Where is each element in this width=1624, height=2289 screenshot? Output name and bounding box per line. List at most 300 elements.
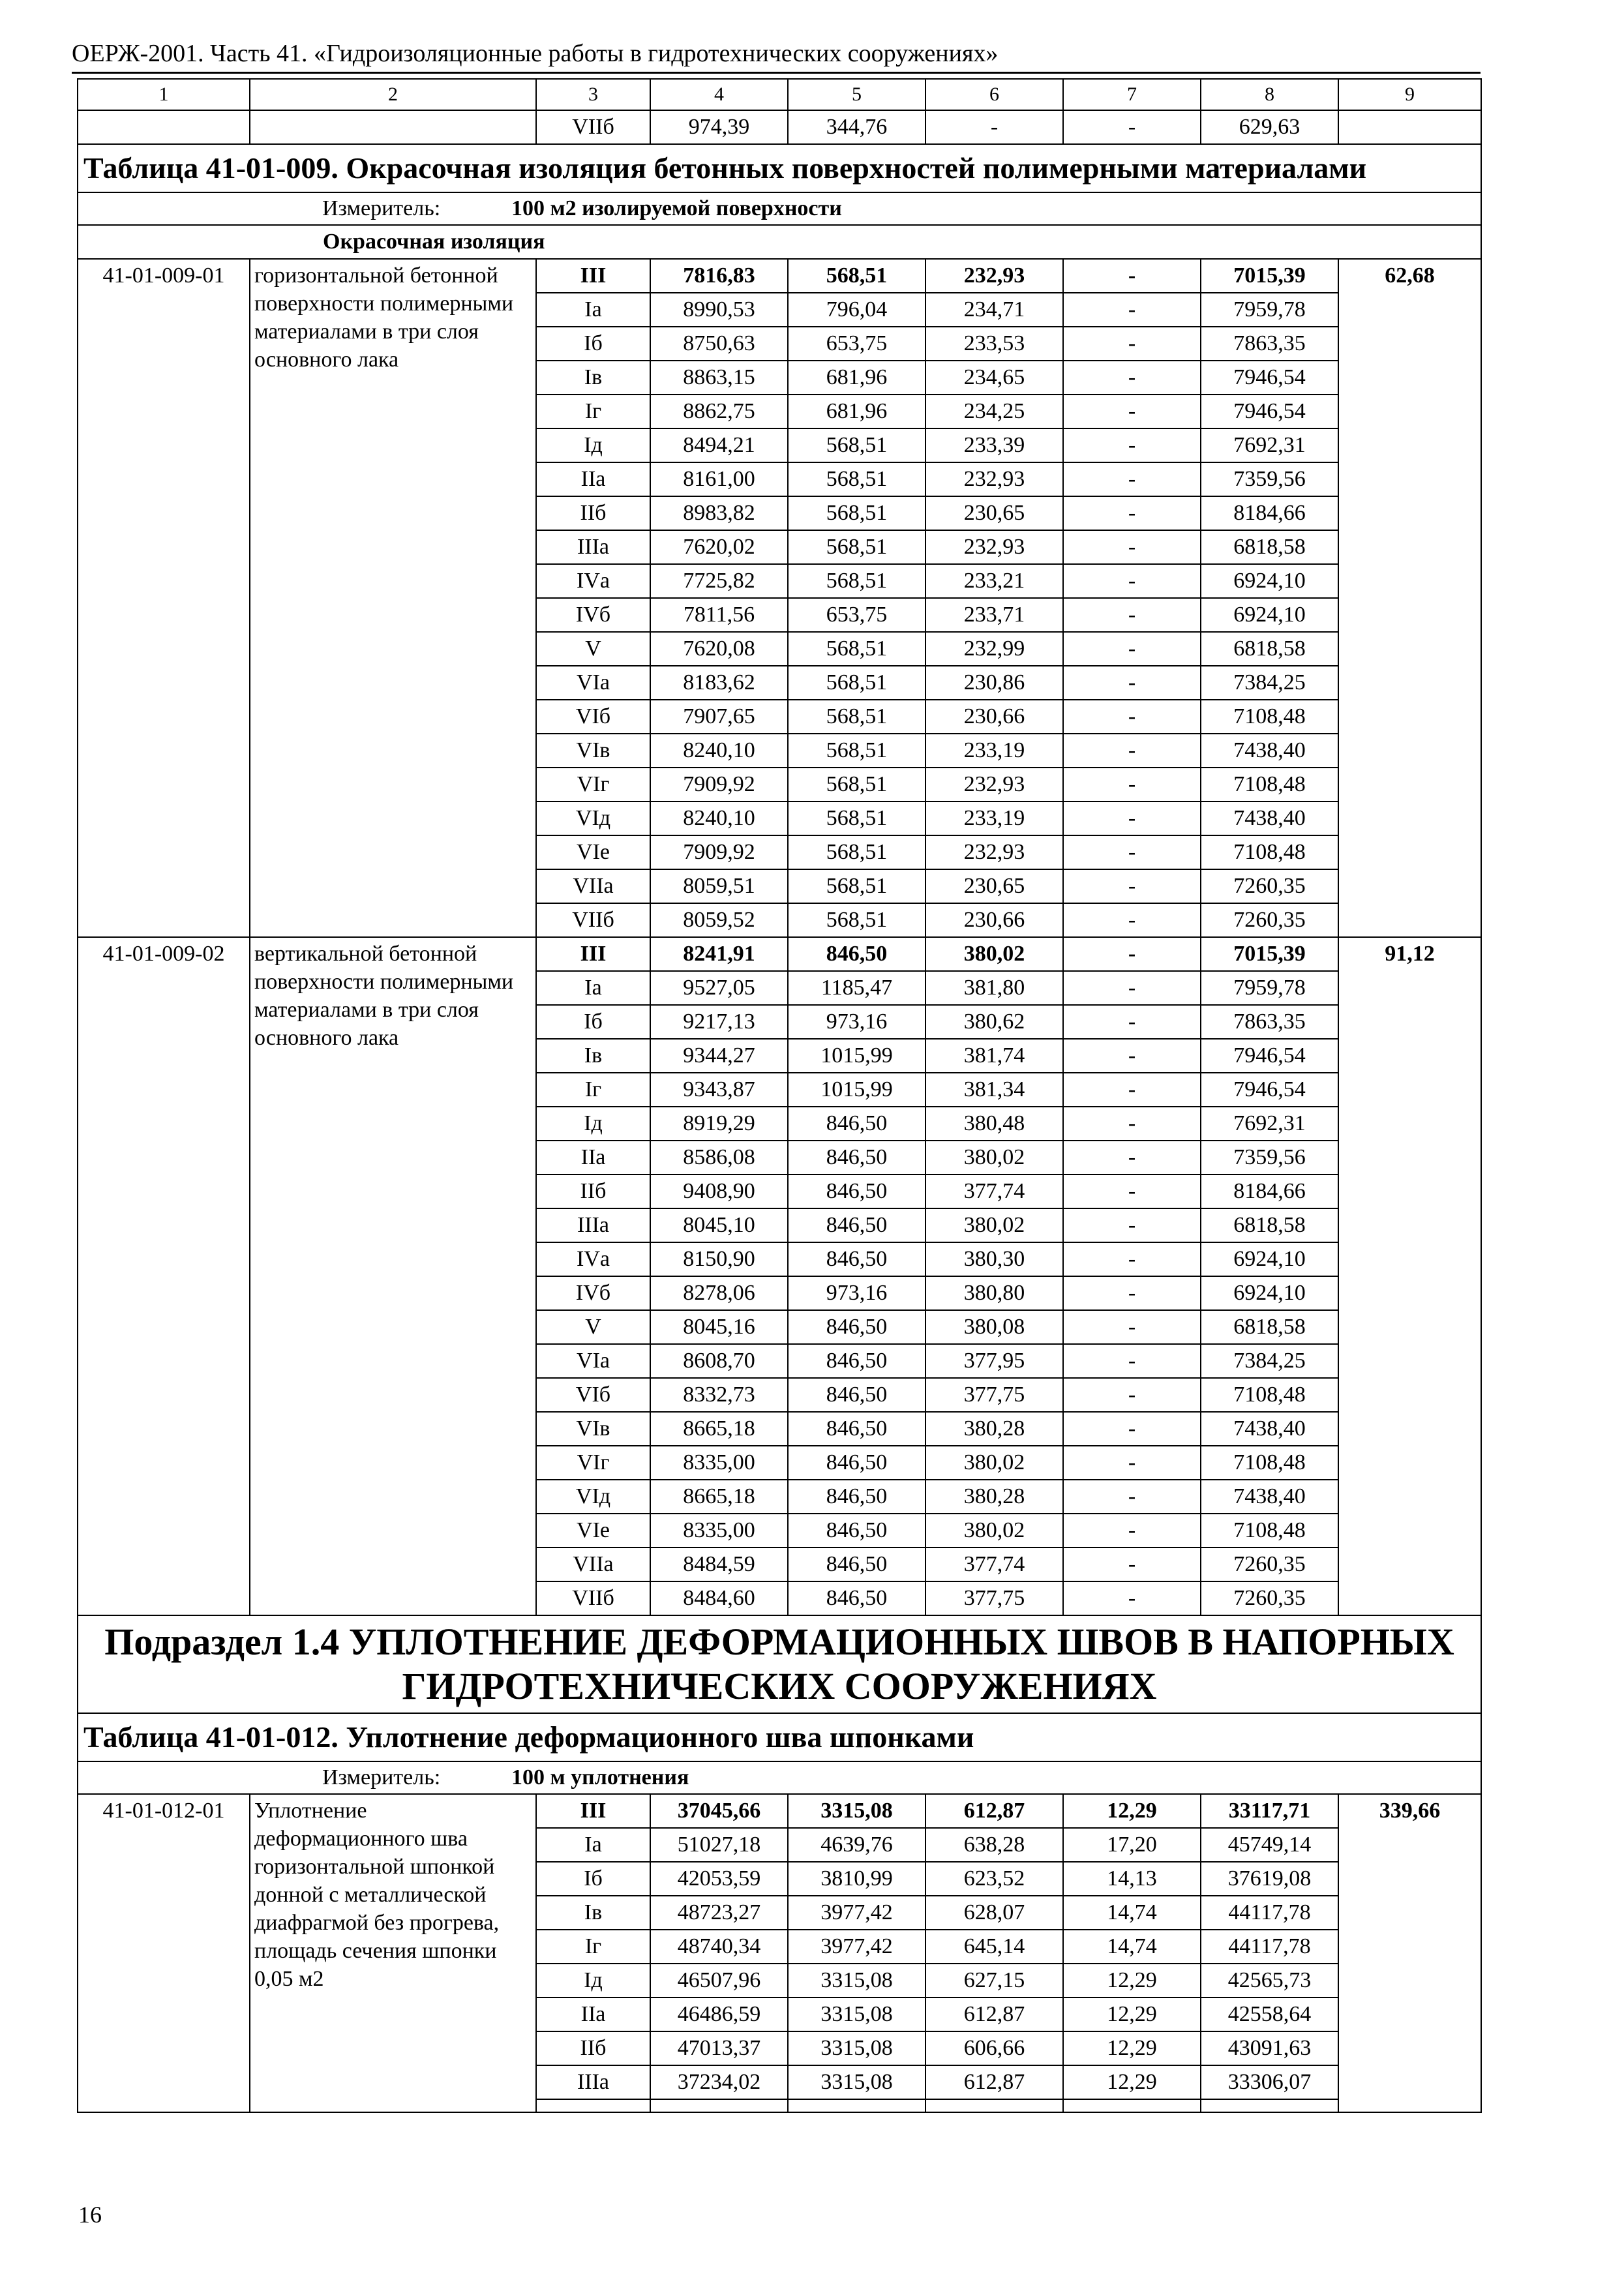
value-cell: 629,63 xyxy=(1201,110,1338,144)
zone-cell: IIIа xyxy=(536,530,650,564)
value-cell: 8183,62 xyxy=(650,666,788,700)
value-cell: 7909,92 xyxy=(650,768,788,801)
value-cell: 9527,05 xyxy=(650,971,788,1005)
value-cell: 6924,10 xyxy=(1201,1242,1338,1276)
value-cell: 8983,82 xyxy=(650,496,788,530)
value-cell: 234,25 xyxy=(925,395,1063,428)
value-cell: 232,93 xyxy=(925,259,1063,293)
value-cell: 7108,48 xyxy=(1201,1378,1338,1412)
value-cell: - xyxy=(1063,259,1201,293)
value-cell: - xyxy=(1063,327,1201,361)
value-cell: 568,51 xyxy=(788,496,925,530)
value-cell: 568,51 xyxy=(788,903,925,937)
value-cell: - xyxy=(1063,1107,1201,1141)
zone-cell: Iд xyxy=(536,1107,650,1141)
value-cell: 37619,08 xyxy=(1201,1862,1338,1896)
value-cell: 344,76 xyxy=(788,110,925,144)
value-cell: 7620,02 xyxy=(650,530,788,564)
value-cell: - xyxy=(1063,1480,1201,1514)
value-cell: 8184,66 xyxy=(1201,496,1338,530)
value-cell: 7108,48 xyxy=(1201,700,1338,734)
value-cell: 7260,35 xyxy=(1201,869,1338,903)
value-cell: 17,20 xyxy=(1063,1828,1201,1862)
zone-cell: IIб xyxy=(536,496,650,530)
value-cell: - xyxy=(1063,1073,1201,1107)
value-cell: 9343,87 xyxy=(650,1073,788,1107)
zone-cell: VIе xyxy=(536,1514,650,1548)
value-cell: 7863,35 xyxy=(1201,327,1338,361)
zone-cell: Iб xyxy=(536,327,650,361)
zone-cell: VIв xyxy=(536,1412,650,1446)
col-number: 1 xyxy=(78,79,250,110)
value-cell: 380,48 xyxy=(925,1107,1063,1141)
value-cell: 568,51 xyxy=(788,564,925,598)
empty-cell xyxy=(925,2099,1063,2112)
col-number: 9 xyxy=(1338,79,1481,110)
value-cell: 653,75 xyxy=(788,327,925,361)
value-cell: 7108,48 xyxy=(1201,1446,1338,1480)
value-cell: 8665,18 xyxy=(650,1480,788,1514)
col-number: 4 xyxy=(650,79,788,110)
rate-code: 41-01-012-01 xyxy=(78,1794,250,2112)
value-cell: - xyxy=(1063,1378,1201,1412)
empty-cell xyxy=(250,110,536,144)
value-cell: 606,66 xyxy=(925,2031,1063,2065)
value-cell: 8278,06 xyxy=(650,1276,788,1310)
work-description: горизонтальной бетонной поверхности полимерными материалами в три слоя основного лака xyxy=(250,259,536,937)
value-cell: 3977,42 xyxy=(788,1896,925,1930)
value-cell: 232,93 xyxy=(925,530,1063,564)
zone-cell: Iд xyxy=(536,428,650,462)
col-number: 6 xyxy=(925,79,1063,110)
value-cell: 846,50 xyxy=(788,1446,925,1480)
value-cell: 653,75 xyxy=(788,598,925,632)
value-cell: 7015,39 xyxy=(1201,937,1338,971)
value-cell: - xyxy=(1063,1242,1201,1276)
zone-cell: IVб xyxy=(536,1276,650,1310)
value-cell: 6818,58 xyxy=(1201,1208,1338,1242)
value-cell: 7946,54 xyxy=(1201,1073,1338,1107)
table-row xyxy=(78,1794,1481,1828)
zone-cell: VIIа xyxy=(536,1548,650,1581)
value-cell: 973,16 xyxy=(788,1005,925,1039)
value-cell: 7108,48 xyxy=(1201,768,1338,801)
value-cell: 7438,40 xyxy=(1201,734,1338,768)
zone-cell: Iг xyxy=(536,395,650,428)
value-cell: 846,50 xyxy=(788,1412,925,1446)
value-cell: 568,51 xyxy=(788,768,925,801)
value-cell: 377,95 xyxy=(925,1344,1063,1378)
rate-code: 41-01-009-02 xyxy=(78,937,250,1615)
value-cell: 380,08 xyxy=(925,1310,1063,1344)
value-cell: - xyxy=(1063,1310,1201,1344)
col-number: 2 xyxy=(250,79,536,110)
table-title: Таблица 41-01-009. Окрасочная изоляция бетонных поверхностей полимерными материалами xyxy=(78,144,1481,192)
empty-cell xyxy=(1338,110,1481,144)
value-cell: 42053,59 xyxy=(650,1862,788,1896)
continuation-row xyxy=(78,110,1481,144)
zone-cell: Iв xyxy=(536,1896,650,1930)
estimate-table xyxy=(77,78,1482,2113)
empty-cell xyxy=(536,2099,650,2112)
value-cell: 568,51 xyxy=(788,734,925,768)
value-cell: 233,19 xyxy=(925,734,1063,768)
value-cell: 7909,92 xyxy=(650,835,788,869)
value-cell: 9217,13 xyxy=(650,1005,788,1039)
value-cell: 8484,60 xyxy=(650,1581,788,1615)
value-cell: - xyxy=(1063,1514,1201,1548)
value-cell: 7816,83 xyxy=(650,259,788,293)
value-cell: - xyxy=(1063,971,1201,1005)
value-cell: 380,28 xyxy=(925,1412,1063,1446)
col-number: 5 xyxy=(788,79,925,110)
value-cell: 796,04 xyxy=(788,293,925,327)
value-cell: - xyxy=(925,110,1063,144)
value-cell: 12,29 xyxy=(1063,1964,1201,1997)
value-cell: 568,51 xyxy=(788,428,925,462)
value-cell: 43091,63 xyxy=(1201,2031,1338,2065)
table-row xyxy=(78,937,1481,971)
value-cell: 3315,08 xyxy=(788,2065,925,2099)
value-cell: - xyxy=(1063,564,1201,598)
value-cell: 568,51 xyxy=(788,700,925,734)
value-cell: - xyxy=(1063,632,1201,666)
value-cell: - xyxy=(1063,1446,1201,1480)
zone-cell: IVб xyxy=(536,598,650,632)
value-cell: - xyxy=(1063,428,1201,462)
zone-cell: IIIа xyxy=(536,1208,650,1242)
value-cell: 612,87 xyxy=(925,1997,1063,2031)
labor-cost: 91,12 xyxy=(1338,937,1481,1615)
value-cell: - xyxy=(1063,801,1201,835)
value-cell: 568,51 xyxy=(788,259,925,293)
value-cell: 230,66 xyxy=(925,700,1063,734)
value-cell: - xyxy=(1063,496,1201,530)
value-cell: 612,87 xyxy=(925,2065,1063,2099)
value-cell: 846,50 xyxy=(788,1107,925,1141)
value-cell: 3315,08 xyxy=(788,1964,925,1997)
value-cell: 14,13 xyxy=(1063,1862,1201,1896)
value-cell: 14,74 xyxy=(1063,1930,1201,1964)
value-cell: 233,39 xyxy=(925,428,1063,462)
measure-label: Измеритель: xyxy=(322,196,441,220)
value-cell: - xyxy=(1063,1174,1201,1208)
value-cell: 612,87 xyxy=(925,1794,1063,1828)
value-cell: 380,02 xyxy=(925,1514,1063,1548)
empty-cell xyxy=(1201,2099,1338,2112)
value-cell: 973,16 xyxy=(788,1276,925,1310)
empty-cell xyxy=(650,2099,788,2112)
value-cell: 8059,51 xyxy=(650,869,788,903)
value-cell: 7438,40 xyxy=(1201,1412,1338,1446)
value-cell: 8161,00 xyxy=(650,462,788,496)
value-cell: 3315,08 xyxy=(788,1794,925,1828)
zone-cell: IIа xyxy=(536,462,650,496)
zone-cell: VIд xyxy=(536,801,650,835)
value-cell: - xyxy=(1063,1276,1201,1310)
value-cell: 681,96 xyxy=(788,361,925,395)
page-number: 16 xyxy=(78,2202,102,2228)
value-cell: 380,62 xyxy=(925,1005,1063,1039)
value-cell: 8750,63 xyxy=(650,327,788,361)
value-cell: - xyxy=(1063,835,1201,869)
value-cell: 6818,58 xyxy=(1201,1310,1338,1344)
measure-value: 100 м уплотнения xyxy=(511,1765,689,1789)
zone-cell: IIIа xyxy=(536,2065,650,2099)
page-header: ОЕРЖ-2001. Часть 41. «Гидроизоляционные работы в гидротехнических сооружениях» xyxy=(72,40,999,67)
value-cell: - xyxy=(1063,869,1201,903)
value-cell: 568,51 xyxy=(788,835,925,869)
zone-cell: IIа xyxy=(536,1141,650,1174)
column-number-row xyxy=(78,79,1481,110)
col-number: 7 xyxy=(1063,79,1201,110)
measure-cell xyxy=(78,192,1481,225)
value-cell: 230,65 xyxy=(925,869,1063,903)
value-cell: 33117,71 xyxy=(1201,1794,1338,1828)
value-cell: 380,80 xyxy=(925,1276,1063,1310)
value-cell: - xyxy=(1063,734,1201,768)
value-cell: 377,74 xyxy=(925,1174,1063,1208)
value-cell: 7384,25 xyxy=(1201,666,1338,700)
value-cell: 568,51 xyxy=(788,530,925,564)
value-cell: 44117,78 xyxy=(1201,1896,1338,1930)
value-cell: 8494,21 xyxy=(650,428,788,462)
value-cell: - xyxy=(1063,1005,1201,1039)
value-cell: - xyxy=(1063,530,1201,564)
zone-cell: VIд xyxy=(536,1480,650,1514)
value-cell: 7260,35 xyxy=(1201,1548,1338,1581)
value-cell: 846,50 xyxy=(788,1480,925,1514)
value-cell: 846,50 xyxy=(788,1141,925,1174)
value-cell: 380,30 xyxy=(925,1242,1063,1276)
table-body xyxy=(78,79,1481,2112)
value-cell: 7620,08 xyxy=(650,632,788,666)
value-cell: 3315,08 xyxy=(788,2031,925,2065)
value-cell: 7359,56 xyxy=(1201,1141,1338,1174)
value-cell: 380,02 xyxy=(925,1141,1063,1174)
value-cell: 7384,25 xyxy=(1201,1344,1338,1378)
value-cell: 3977,42 xyxy=(788,1930,925,1964)
value-cell: 37045,66 xyxy=(650,1794,788,1828)
table-title: Таблица 41-01-012. Уплотнение деформационного шва шпонками xyxy=(78,1713,1481,1761)
value-cell: 846,50 xyxy=(788,1581,925,1615)
measure-row xyxy=(78,1761,1481,1794)
value-cell: 846,50 xyxy=(788,1378,925,1412)
value-cell: 3315,08 xyxy=(788,1997,925,2031)
value-cell: 14,74 xyxy=(1063,1896,1201,1930)
zone-cell: VIб xyxy=(536,700,650,734)
value-cell: 380,28 xyxy=(925,1480,1063,1514)
value-cell: 42565,73 xyxy=(1201,1964,1338,1997)
value-cell: 48723,27 xyxy=(650,1896,788,1930)
value-cell: 7907,65 xyxy=(650,700,788,734)
measure-label: Измеритель: xyxy=(322,1765,441,1789)
value-cell: 9344,27 xyxy=(650,1039,788,1073)
value-cell: 8241,91 xyxy=(650,937,788,971)
value-cell: 47013,37 xyxy=(650,2031,788,2065)
value-cell: 6924,10 xyxy=(1201,564,1338,598)
value-cell: 44117,78 xyxy=(1201,1930,1338,1964)
value-cell: 33306,07 xyxy=(1201,2065,1338,2099)
value-cell: 7692,31 xyxy=(1201,428,1338,462)
value-cell: - xyxy=(1063,1412,1201,1446)
value-cell: 377,75 xyxy=(925,1581,1063,1615)
value-cell: 233,21 xyxy=(925,564,1063,598)
value-cell: 381,80 xyxy=(925,971,1063,1005)
value-cell: 232,93 xyxy=(925,462,1063,496)
value-cell: - xyxy=(1063,700,1201,734)
zone-cell: Iв xyxy=(536,361,650,395)
zone-cell: III xyxy=(536,1794,650,1828)
value-cell: 8990,53 xyxy=(650,293,788,327)
value-cell: 7108,48 xyxy=(1201,1514,1338,1548)
value-cell: - xyxy=(1063,1208,1201,1242)
work-description: Уплотнение деформационного шва горизонтальной шпонкой донной с металлической диафрагмой без прогрева, площадь сечения шпонки 0,05 м2 xyxy=(250,1794,536,2112)
labor-cost: 62,68 xyxy=(1338,259,1481,937)
value-cell: 8863,15 xyxy=(650,361,788,395)
value-cell: 568,51 xyxy=(788,666,925,700)
value-cell: 628,07 xyxy=(925,1896,1063,1930)
zone-cell: VIг xyxy=(536,768,650,801)
value-cell: 12,29 xyxy=(1063,2031,1201,2065)
value-cell: 7946,54 xyxy=(1201,395,1338,428)
value-cell: 8335,00 xyxy=(650,1514,788,1548)
value-cell: 645,14 xyxy=(925,1930,1063,1964)
measure-cell xyxy=(78,1761,1481,1794)
zone-cell: Iв xyxy=(536,1039,650,1073)
value-cell: 230,86 xyxy=(925,666,1063,700)
value-cell: - xyxy=(1063,361,1201,395)
value-cell: - xyxy=(1063,598,1201,632)
zone-cell: VIIб xyxy=(536,110,650,144)
value-cell: 380,02 xyxy=(925,937,1063,971)
zone-cell: VIIб xyxy=(536,903,650,937)
header-rule xyxy=(72,72,1481,74)
value-cell: 232,93 xyxy=(925,835,1063,869)
value-cell: 8240,10 xyxy=(650,801,788,835)
value-cell: - xyxy=(1063,937,1201,971)
labor-cost: 339,66 xyxy=(1338,1794,1481,2112)
value-cell: 638,28 xyxy=(925,1828,1063,1862)
value-cell: 7438,40 xyxy=(1201,1480,1338,1514)
value-cell: 381,74 xyxy=(925,1039,1063,1073)
value-cell: 8045,10 xyxy=(650,1208,788,1242)
value-cell: 233,53 xyxy=(925,327,1063,361)
value-cell: 51027,18 xyxy=(650,1828,788,1862)
empty-cell xyxy=(78,110,250,144)
work-description: вертикальной бетонной поверхности полимерными материалами в три слоя основного лака xyxy=(250,937,536,1615)
value-cell: - xyxy=(1063,1344,1201,1378)
value-cell: 8059,52 xyxy=(650,903,788,937)
table-title-row xyxy=(78,144,1481,192)
value-cell: 7959,78 xyxy=(1201,971,1338,1005)
value-cell: 568,51 xyxy=(788,869,925,903)
zone-cell: VIв xyxy=(536,734,650,768)
value-cell: 7260,35 xyxy=(1201,903,1338,937)
zone-cell: III xyxy=(536,937,650,971)
value-cell: 8184,66 xyxy=(1201,1174,1338,1208)
value-cell: 6924,10 xyxy=(1201,1276,1338,1310)
subsection-row xyxy=(78,1615,1481,1713)
value-cell: 8919,29 xyxy=(650,1107,788,1141)
value-cell: 8150,90 xyxy=(650,1242,788,1276)
value-cell: 1015,99 xyxy=(788,1039,925,1073)
value-cell: - xyxy=(1063,395,1201,428)
rate-code: 41-01-009-01 xyxy=(78,259,250,937)
value-cell: 45749,14 xyxy=(1201,1828,1338,1862)
value-cell: 7946,54 xyxy=(1201,361,1338,395)
zone-cell: IIб xyxy=(536,1174,650,1208)
zone-cell: VIIа xyxy=(536,869,650,903)
value-cell: 8862,75 xyxy=(650,395,788,428)
value-cell: 12,29 xyxy=(1063,2065,1201,2099)
value-cell: 6818,58 xyxy=(1201,632,1338,666)
value-cell: 6818,58 xyxy=(1201,530,1338,564)
value-cell: 568,51 xyxy=(788,801,925,835)
value-cell: - xyxy=(1063,903,1201,937)
value-cell: 381,34 xyxy=(925,1073,1063,1107)
value-cell: 627,15 xyxy=(925,1964,1063,1997)
value-cell: - xyxy=(1063,1548,1201,1581)
value-cell: 7015,39 xyxy=(1201,259,1338,293)
value-cell: 846,50 xyxy=(788,937,925,971)
zone-cell: VIIб xyxy=(536,1581,650,1615)
zone-cell: IVа xyxy=(536,1242,650,1276)
value-cell: 233,71 xyxy=(925,598,1063,632)
value-cell: 7959,78 xyxy=(1201,293,1338,327)
value-cell: 9408,90 xyxy=(650,1174,788,1208)
value-cell: 7260,35 xyxy=(1201,1581,1338,1615)
value-cell: 8335,00 xyxy=(650,1446,788,1480)
value-cell: 846,50 xyxy=(788,1174,925,1208)
col-number: 3 xyxy=(536,79,650,110)
value-cell: 8332,73 xyxy=(650,1378,788,1412)
value-cell: 8045,16 xyxy=(650,1310,788,1344)
value-cell: - xyxy=(1063,1039,1201,1073)
zone-cell: Iб xyxy=(536,1005,650,1039)
zone-cell: IIб xyxy=(536,2031,650,2065)
value-cell: 232,93 xyxy=(925,768,1063,801)
empty-cell xyxy=(788,2099,925,2112)
zone-cell: VIг xyxy=(536,1446,650,1480)
section-row xyxy=(78,225,1481,259)
zone-cell: V xyxy=(536,632,650,666)
value-cell: 7438,40 xyxy=(1201,801,1338,835)
value-cell: 380,02 xyxy=(925,1208,1063,1242)
value-cell: - xyxy=(1063,1141,1201,1174)
value-cell: 8240,10 xyxy=(650,734,788,768)
value-cell: 846,50 xyxy=(788,1208,925,1242)
zone-cell: VIе xyxy=(536,835,650,869)
zone-cell: Iа xyxy=(536,1828,650,1862)
zone-cell: Iа xyxy=(536,293,650,327)
value-cell: 7692,31 xyxy=(1201,1107,1338,1141)
value-cell: 7863,35 xyxy=(1201,1005,1338,1039)
value-cell: 380,02 xyxy=(925,1446,1063,1480)
value-cell: 377,74 xyxy=(925,1548,1063,1581)
value-cell: 846,50 xyxy=(788,1242,925,1276)
value-cell: 42558,64 xyxy=(1201,1997,1338,2031)
value-cell: 6924,10 xyxy=(1201,598,1338,632)
zone-cell: Iг xyxy=(536,1930,650,1964)
value-cell: 233,19 xyxy=(925,801,1063,835)
measure-value: 100 м2 изолируемой поверхности xyxy=(511,196,842,220)
table-title-row xyxy=(78,1713,1481,1761)
value-cell: 12,29 xyxy=(1063,1997,1201,2031)
value-cell: 4639,76 xyxy=(788,1828,925,1862)
value-cell: 8665,18 xyxy=(650,1412,788,1446)
value-cell: 377,75 xyxy=(925,1378,1063,1412)
